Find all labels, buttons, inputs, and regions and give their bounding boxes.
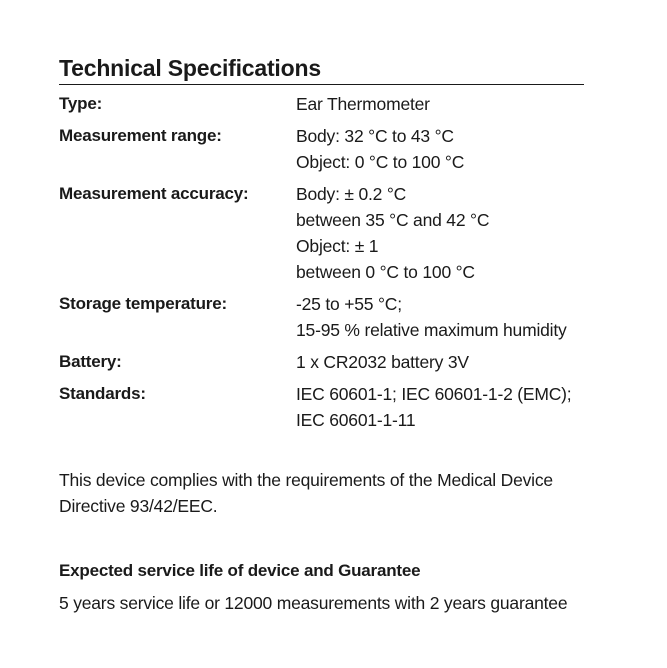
spec-value-line: -25 to +55 °C; bbox=[296, 294, 402, 314]
spec-value bbox=[296, 349, 584, 375]
compliance-line: This device complies with the requirements of the Medical Device bbox=[59, 470, 553, 490]
spec-value-line: Object: 0 °C to 100 °C bbox=[296, 152, 465, 172]
page-title: Technical Specifications bbox=[59, 54, 584, 85]
spec-row-battery bbox=[59, 349, 584, 375]
spec-value bbox=[296, 381, 584, 433]
spec-label: Type: bbox=[59, 94, 103, 113]
spec-value-line: IEC 60601-1; IEC 60601-1-2 (EMC); bbox=[296, 384, 572, 404]
spec-value bbox=[296, 291, 584, 343]
spec-page bbox=[59, 54, 584, 616]
spec-value-line: 1 x CR2032 battery 3V bbox=[296, 352, 469, 372]
guarantee-text: 5 years service life or 12000 measurements with 2 years guarantee bbox=[59, 593, 568, 613]
spec-value bbox=[296, 181, 584, 285]
spec-value-line: Body: 32 °C to 43 °C bbox=[296, 126, 454, 146]
spec-table bbox=[59, 91, 584, 433]
spec-row-storage-temperature bbox=[59, 291, 584, 343]
spec-label: Measurement range: bbox=[59, 126, 222, 145]
spec-value-line: IEC 60601-1-11 bbox=[296, 410, 416, 430]
spec-row-type bbox=[59, 91, 584, 117]
spec-label: Standards: bbox=[59, 384, 146, 403]
spec-value bbox=[296, 123, 584, 175]
spec-label: Battery: bbox=[59, 352, 122, 371]
spec-row-measurement-accuracy bbox=[59, 181, 584, 285]
compliance-line: Directive 93/42/EEC. bbox=[59, 496, 218, 516]
spec-row-standards bbox=[59, 381, 584, 433]
spec-value-line: between 0 °C to 100 °C bbox=[296, 262, 475, 282]
spec-value-line: Ear Thermometer bbox=[296, 94, 430, 114]
spec-label: Storage temperature: bbox=[59, 294, 227, 313]
spec-value bbox=[296, 91, 584, 117]
spec-value-line: Body: ± 0.2 °C bbox=[296, 184, 407, 204]
spec-row-measurement-range bbox=[59, 123, 584, 175]
spec-value-line: 15-95 % relative maximum humidity bbox=[296, 320, 567, 340]
spec-value-line: Object: ± 1 bbox=[296, 236, 379, 256]
spec-label: Measurement accuracy: bbox=[59, 184, 249, 203]
compliance-statement bbox=[59, 467, 584, 519]
spec-value-line: between 35 °C and 42 °C bbox=[296, 210, 490, 230]
guarantee-heading: Expected service life of device and Guarantee bbox=[59, 561, 421, 580]
